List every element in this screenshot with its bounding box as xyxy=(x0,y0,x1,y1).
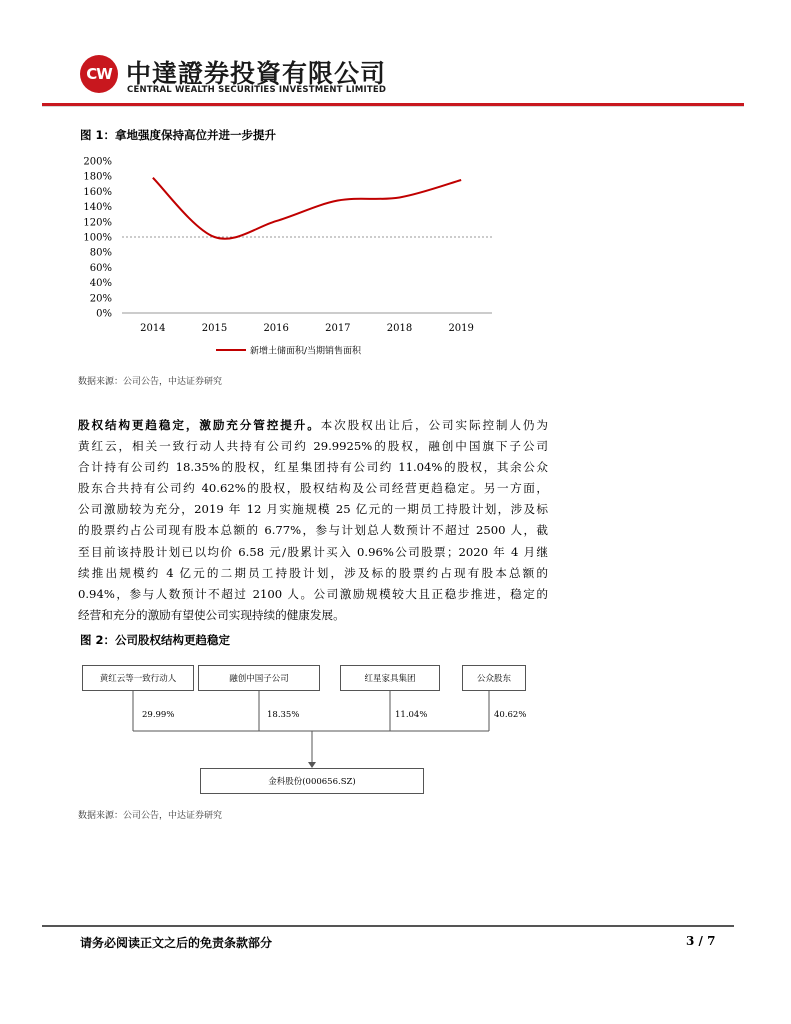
y-tick-label: 100% xyxy=(83,232,112,244)
x-tick-label: 2014 xyxy=(140,323,166,334)
y-tick-label: 180% xyxy=(83,171,112,183)
y-tick-label: 80% xyxy=(89,247,112,259)
figure1-chart xyxy=(70,150,510,365)
para-line-8: 续推出规模约 4 亿元的二期员工持股计划，涉及标的股票约占现有股本总额的 xyxy=(78,565,548,580)
x-axis-labels xyxy=(140,323,474,334)
page-number: 3 / 7 xyxy=(686,934,716,948)
x-tick-label: 2016 xyxy=(263,323,289,334)
company-box-jinke: 金科股份(000656.SZ) xyxy=(200,768,424,794)
figure1-source: 数据来源：公司公告，中达证券研究 xyxy=(78,377,223,387)
legend-label: 新增土储面积/当期销售面积 xyxy=(250,346,362,357)
company-name-en: CENTRAL WEALTH SECURITIES INVESTMENT LIMITED xyxy=(127,85,387,95)
para-lead: 股权结构更趋稳定，激励充分管控提升。 xyxy=(78,418,321,432)
x-tick-label: 2015 xyxy=(201,323,228,334)
pct-sunac: 18.35% xyxy=(267,710,300,720)
header-divider-shadow xyxy=(42,106,744,107)
y-tick-label: 140% xyxy=(83,202,112,214)
series-line xyxy=(153,178,461,239)
figure1-title: 图 1：拿地强度保持高位并进一步提升 xyxy=(80,128,277,142)
company-logo xyxy=(80,55,118,93)
y-tick-label: 200% xyxy=(83,156,112,168)
y-tick-label: 0% xyxy=(96,308,112,320)
figure2-source: 数据来源：公司公告，中达证券研究 xyxy=(78,811,223,821)
shareholder-box-huang: 黄红云等一致行动人 xyxy=(82,665,194,691)
para-line-5: 公司激励较为充分，2019 年 12 月实施规模 25 亿元的一期员工持股计划，涉及标 xyxy=(78,502,548,517)
pct-public: 40.62% xyxy=(494,710,527,720)
x-tick-label: 2018 xyxy=(386,323,413,334)
para-line-3: 合计持有公司约 18.35%的股权，红星集团持有公司约 11.04%的股权，其余公众 xyxy=(78,460,548,475)
y-tick-label: 60% xyxy=(89,262,112,274)
y-tick-label: 120% xyxy=(83,217,112,229)
shareholder-box-redstar: 红星家具集团 xyxy=(340,665,440,691)
pct-redstar: 11.04% xyxy=(395,710,428,720)
y-axis-labels xyxy=(83,157,112,320)
para-line-6: 的股票约占公司现有股本总额的 6.77%，参与计划总人数预计不超过 2500 人，截 xyxy=(78,523,548,538)
footer-disclaimer: 请务必阅读正文之后的免责条款部分 xyxy=(80,936,273,950)
y-tick-label: 20% xyxy=(89,293,112,305)
logo-text: CW xyxy=(86,65,112,83)
pct-huang: 29.99% xyxy=(142,710,175,720)
shareholder-box-sunac: 融创中国子公司 xyxy=(198,665,320,691)
y-tick-label: 160% xyxy=(83,186,112,198)
body-paragraph xyxy=(78,415,548,626)
para-line-10: 经营和充分的激励有望使公司实现持续的健康发展。 xyxy=(78,607,345,622)
para-line-1: 股权结构更趋稳定，激励充分管控提升。本次股权出让后，公司实际控制人仍为 xyxy=(78,418,548,432)
para-line-2: 黄红云，相关一致行动人共持有公司约 29.9925%的股权，融创中国旗下子公司 xyxy=(78,439,548,454)
shareholder-box-public: 公众股东 xyxy=(462,665,526,691)
y-tick-label: 40% xyxy=(89,278,112,290)
para-line-9: 0.94%，参与人数预计不超过 2100 人。公司激励规模较大且正稳步推进，稳定的 xyxy=(78,586,548,601)
figure2-title: 图 2：公司股权结构更趋稳定 xyxy=(80,633,231,647)
company-name-cn: 中達證券投資有限公司 xyxy=(126,59,387,88)
x-tick-label: 2017 xyxy=(325,323,351,334)
x-tick-label: 2019 xyxy=(448,323,474,334)
footer-divider xyxy=(42,925,734,927)
para-line-7: 至目前该持股计划已以均价 6.58 元/股累计买入 0.96%公司股票；2020 年 4 月继 xyxy=(78,544,548,559)
para-line-4: 股东合共持有公司约 40.62%的股权，股权结构及公司经营更趋稳定。另一方面， xyxy=(78,481,548,496)
